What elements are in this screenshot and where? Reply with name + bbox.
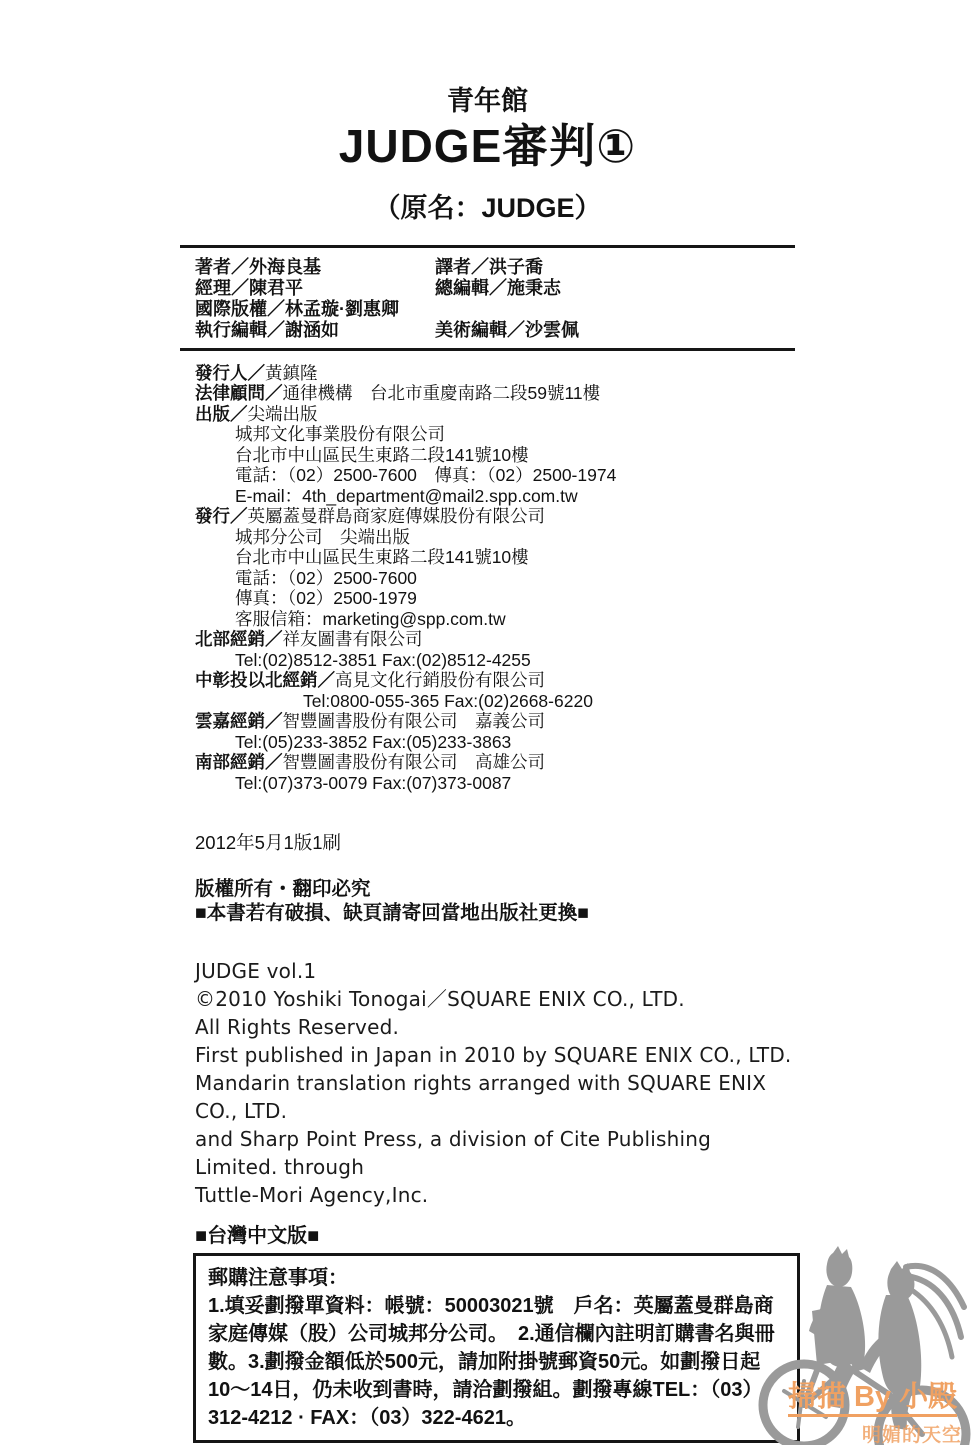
mail-order-line: 312-4212 · FAX：（03）322-4621。 — [208, 1407, 526, 1430]
publisher-line: Tel:(02)8512-3851 Fax:(02)8512-4255 — [235, 649, 531, 670]
credits-row — [195, 278, 795, 299]
credits-row — [195, 299, 795, 320]
scanner-credit: 掃描 By 小殿 — [788, 1383, 957, 1417]
credit-author: 著者／外海良基 — [195, 256, 321, 277]
copyright-line: Tuttle-Mori Agency,Inc. — [195, 1183, 429, 1208]
printing-info: 2012年5月1版1刷 — [195, 832, 342, 854]
publisher-line: 台北市中山區民生東路二段141號10樓 — [235, 547, 529, 568]
divider-credits — [180, 348, 795, 351]
publisher-line: 出版／尖端出版 — [195, 403, 318, 424]
damaged-copy-notice: ■本書若有破損、缺頁請寄回當地出版社更換■ — [195, 902, 590, 925]
mail-order-line: 家庭傳媒（股）公司城邦分公司。 2.通信欄內註明訂購書名與冊 — [208, 1323, 775, 1346]
credits-row — [195, 257, 795, 278]
publisher-line: 電話：（02）2500-7600 — [235, 567, 417, 588]
publisher-line: 雲嘉經銷／智豐圖書股份有限公司 嘉義公司 — [195, 711, 545, 732]
mail-order-line: 1.填妥劃撥單資料：帳號：50003021號 戶名：英屬蓋曼群島商 — [208, 1295, 774, 1318]
taiwan-edition-header: ■台灣中文版■ — [195, 1225, 320, 1248]
credits-row — [195, 320, 795, 341]
copyright-line: Mandarin translation rights arranged with SQUARE ENIX CO., LTD. — [195, 1071, 767, 1124]
mail-order-line: 10～14日，仍未收到書時，請洽劃撥組。劃撥專線TEL：（03） — [208, 1379, 763, 1402]
publisher-line: 發行／英屬蓋曼群島商家庭傳媒股份有限公司 — [195, 506, 545, 527]
publisher-line: 北部經銷／祥友圖書有限公司 — [195, 629, 423, 650]
publisher-line: 台北市中山區民生東路二段141號10樓 — [235, 444, 529, 465]
credit-manager: 經理／陳君平 — [195, 277, 303, 298]
publisher-line: 城邦分公司 尖端出版 — [235, 526, 410, 547]
rights-line: 版權所有・翻印必究 — [195, 878, 371, 901]
publisher-line: 電話：（02）2500-7600 傳真：（02）2500-1974 — [235, 465, 617, 486]
copyright-line: First published in Japan in 2010 by SQUARE ENIX CO., LTD. — [195, 1043, 792, 1068]
credit-intl-rights: 國際版權／林孟璇·劉惠卿 — [195, 298, 399, 319]
publisher-line: Tel:(05)233-3852 Fax:(05)233-3863 — [235, 731, 512, 752]
copyright-line: ©2010 Yoshiki Tonogai／SQUARE ENIX CO., LTD. — [195, 987, 685, 1012]
publisher-line: 傳真：（02）2500-1979 — [235, 588, 417, 609]
colophon-content — [180, 0, 795, 1443]
copyright-line: JUDGE vol.1 — [195, 959, 317, 984]
imprint-label: 青年館 — [447, 86, 528, 116]
english-copyright-section — [180, 957, 795, 1209]
copyright-line: and Sharp Point Press, a division of Cite Publishing Limited. through — [195, 1127, 712, 1180]
book-title: JUDGE審判① — [338, 120, 637, 173]
publisher-line: 法律顧問／通律機構 台北市重慶南路二段59號11樓 — [195, 383, 601, 404]
publisher-line: 客服信箱：marketing@spp.com.tw — [235, 608, 506, 629]
mail-order-line: 郵購注意事項： — [208, 1267, 348, 1290]
original-title: （原名：JUDGE） — [373, 192, 602, 223]
publisher-line: 中彰投以北經銷／高見文化行銷股份有限公司 — [195, 670, 545, 691]
credit-translator: 譯者／洪子喬 — [435, 256, 543, 277]
scanner-subcredit: 明媚的天空 — [862, 1425, 963, 1445]
publisher-line: Tel:(07)373-0079 Fax:(07)373-0087 — [235, 772, 512, 793]
publisher-line: 發行人／黃鎮隆 — [195, 362, 318, 383]
publisher-line: 城邦文化事業股份有限公司 — [235, 424, 445, 445]
credits-section — [180, 257, 795, 341]
mail-order-line: 數。3.劃撥金額低於500元，請加附掛號郵資50元。如劃撥日起 — [208, 1351, 761, 1374]
divider-top — [180, 245, 795, 248]
credit-chief-editor: 總編輯／施秉志 — [435, 277, 561, 298]
credit-art-editor: 美術編輯／沙雲佩 — [435, 319, 579, 340]
copyright-line: All Rights Reserved. — [195, 1015, 400, 1040]
publisher-line: 南部經銷／智豐圖書股份有限公司 高雄公司 — [195, 752, 545, 773]
rights-notice — [180, 877, 795, 925]
credit-exec-editor: 執行編輯／謝涵如 — [195, 319, 339, 340]
publisher-line: E-mail：4th_department@mail2.spp.com.tw — [235, 485, 578, 506]
publisher-line: Tel:0800-055-365 Fax:(02)2668-6220 — [303, 690, 593, 711]
mail-order-box — [193, 1253, 800, 1443]
publisher-section — [180, 363, 795, 794]
